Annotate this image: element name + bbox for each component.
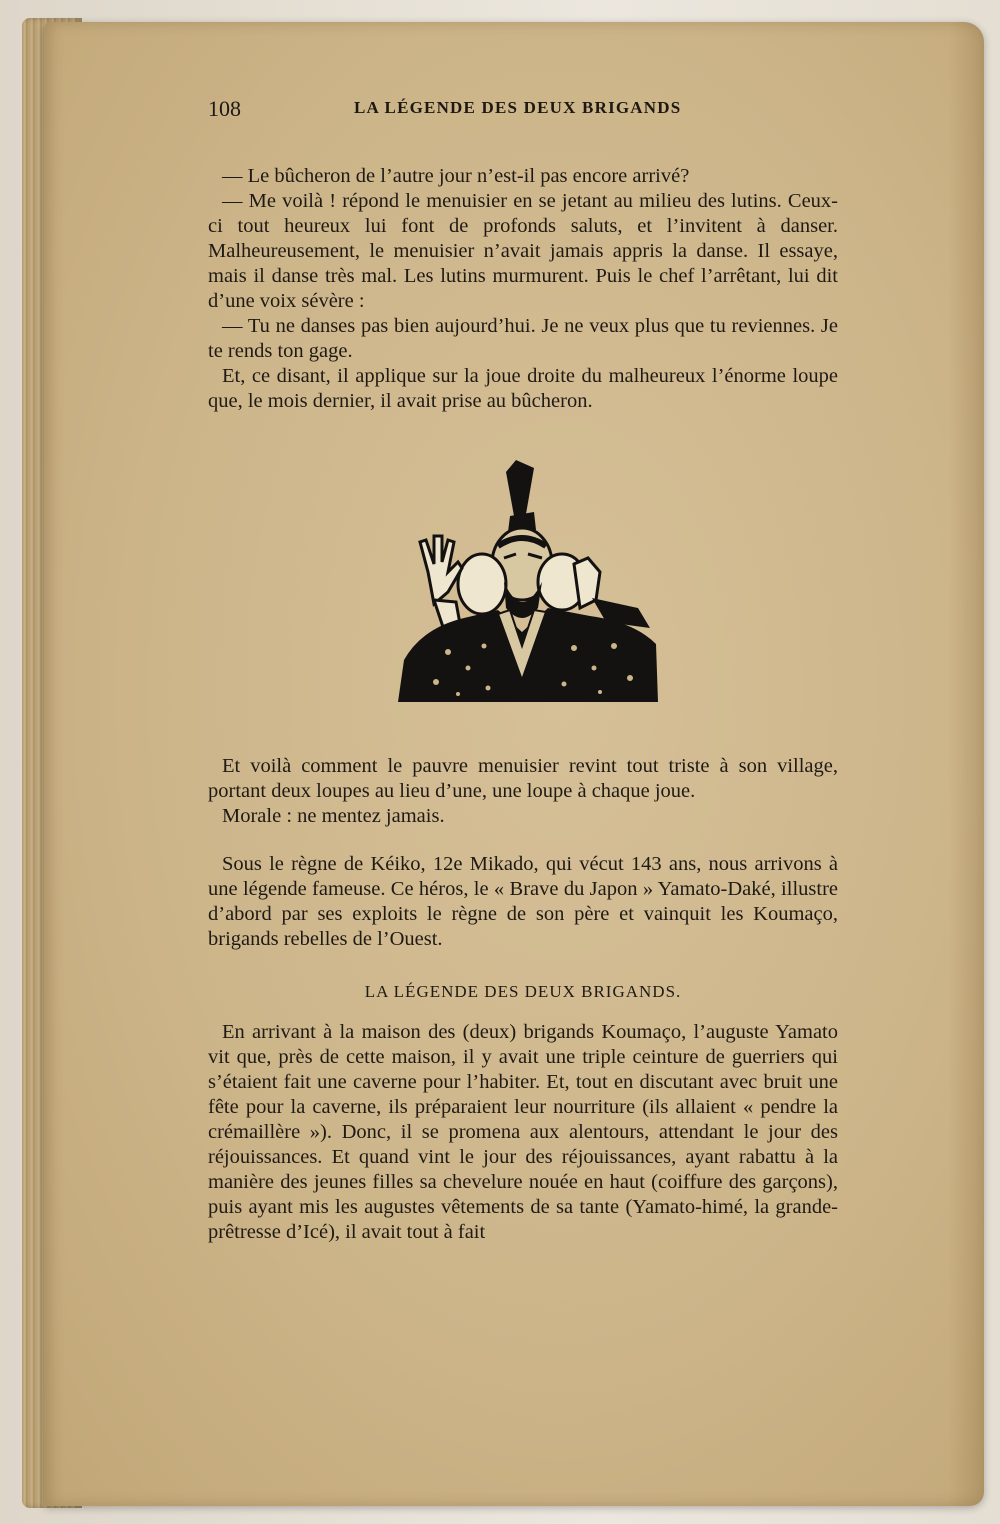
- woodcut-illustration-man-with-two-lumps: [338, 432, 698, 712]
- paragraph: — Me voilà ! répond le menuisier en se jetant au milieu des lutins. Ceux-ci tout heureux lui font de profonds saluts, et l’invitent à danser. Malheureusement, le menuisier n’avait jamais appris la danse. Il essaye, mais il danse très mal. Les lutins murmurent. Puis le chef l’arrêtant, lui dit d’une voix sévère :: [208, 190, 838, 312]
- paragraph: Et, ce disant, il applique sur la joue droite du malheureux l’énorme loupe que, le mois dernier, il avait prise au bûcheron.: [208, 365, 838, 412]
- paragraph: Et voilà comment le pauvre menuisier revint tout triste à son village, portant deux loupes au lieu d’une, une loupe à chaque joue.: [208, 755, 838, 802]
- paragraph: Sous le règne de Kéiko, 12e Mikado, qui vécut 143 ans, nous arrivons à une légende fameuse. Ce héros, le « Brave du Japon » Yamato-Daké, illustre d’abord par ses exploits le règne de son père et vainquit les Koumaço, brigands rebelles de l’Ouest.: [208, 853, 838, 950]
- running-head: [208, 96, 848, 136]
- running-title: LA LÉGENDE DES DEUX BRIGANDS: [354, 98, 682, 117]
- text-block-middle: [208, 852, 838, 952]
- page-gutter-shadow: [948, 22, 984, 1506]
- text-block-top: [208, 164, 838, 414]
- text-block-bottom: [208, 1020, 838, 1245]
- section-title: LA LÉGENDE DES DEUX BRIGANDS.: [364, 982, 682, 1001]
- paragraph: En arrivant à la maison des (deux) brigands Koumaço, l’auguste Yamato vit que, près de cette maison, il y avait une triple ceinture de guerriers qui s’étaient fait une caverne pour l’habiter. Et, tout en discutant avec bruit une fête pour la caverne, ils préparaient leur nourriture (ils allaient « pendre la crémaillère »). Donc, il se promena aux alentours, attendant le jour des réjouissances. Et quand vint le jour des réjouissances, ayant rabattu à la manière des jeunes filles sa chevelure nouée en haut (coiffure des garçons), puis ayant mis les augustes vêtements de sa tante (Yamato-himé, la grande-prêtresse d’Icé), il avait tout à fait: [208, 1021, 838, 1243]
- page-number: 108: [208, 96, 241, 121]
- paragraph: Morale : ne mentez jamais.: [222, 805, 445, 827]
- paragraph: — Le bûcheron de l’autre jour n’est-il pas encore arrivé?: [222, 165, 690, 187]
- paragraph: — Tu ne danses pas bien aujourd’hui. Je ne veux plus que tu reviennes. Je te rends ton gage.: [208, 315, 838, 362]
- text-block-moral: [208, 754, 838, 829]
